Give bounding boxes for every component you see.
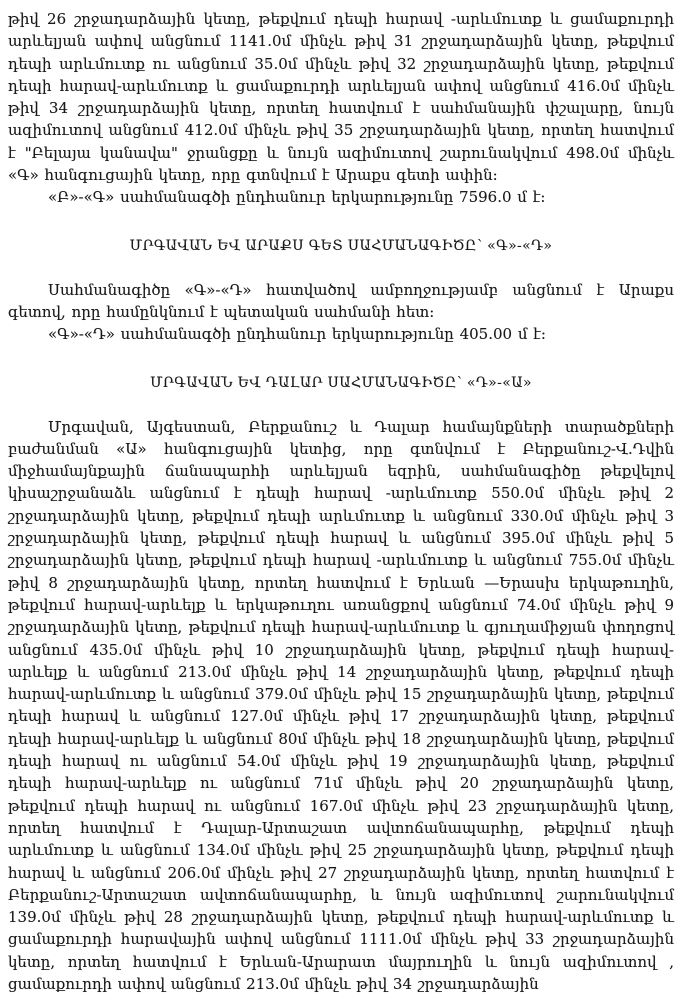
heading-mrgavan-dalar-boundary: ՄՐԳԱՎԱՆ ԵՎ ԴԱԼԱՐ ՍԱՀՄԱՆԱԳԻԾԸ՝ «Դ»-«Ա» (150, 374, 532, 391)
heading-mrgavan-araks-boundary: ՄՐԳԱՎԱՆ ԵՎ ԱՐԱՔՍ ԳԵՏ ՍԱՀՄԱՆԱԳԻԾԸ՝ «Գ»-«Դ» (129, 237, 553, 254)
paragraph-gd-section: Սահմանագիծը «Գ»-«Դ» հատվածով ամբողջությամբ անցնում է Արաքս գետով, որը համընկնում է պետական սահմանի հետ: (8, 280, 674, 321)
paragraph-da-section-continuation: Մրգավան, Այգեստան, Բերքանուշ և Դալար համայնքների տարածքների բաժանման «Ա» հանգուցային կետից, որը գտնվում է Բերքանուշ-Վ.Դվին միջհամայնքային ճանապարհի արևելյան եզրին, սահմանագիծը թեքվելով կիսաշրջանաձև անցնում է դեպի հարավ -արևմուտք 550.0մ մինչև թիվ 2 շրջադարձային կետը, թեքվում դեպի արևմուտք և անցնում 330.0մ մինչև թիվ 3 շրջադարձային կետը, թեքվում դեպի հարավ և անցնում 395.0մ մինչև թիվ 5 շրջադարձային կետը, թեքվում դեպի հարավ -արևմուտք և անցնում 755.0մ մինչև թիվ 8 շրջադարձային կետը, որտեղ հատվում է Երևան —Երասխ երկաթուղին, թեքվում հարավ-արևելք և երկաթուղու առանցքով անցնում 74.0մ մինչև թիվ 9 շրջադարձային կետը, թեքվում դեպի հարավ-արևմուտք և գյուղամիջյան փողոցով անցնում 435.0մ մինչև թիվ 10 շրջադարձային կետը, թեքվում դեպի հարավ-արևելք և անցնում 213.0մ մինչև թիվ 14 շրջադարձային կետը, թեքվում դեպի հարավ-արևմուտք և անցնում 379.0մ մինչև թիվ 15 շրջադարձային կետը, թեքվում դեպի հարավ և անցնում 127.0մ մինչև թիվ 17 շրջադարձային կետը, թեքվում դեպի հարավ-արևելք և անցնում 80մ մինչև թիվ 18 շրջադարձային կետը, թեքվում դեպի հարավ ու անցնում 54.0մ մինչև թիվ 19 շրջադարձային կետը, թեքվում դեպի հարավ-արևելք ու անցնում 71մ մինչև թիվ 20 շրջադարձային կետը, թեքվում դեպի հարավ ու անցնում 167.0մ մինչև թիվ 23 շրջադարձային կետը, որտեղ հատվում է Դալար-Արտաշատ ավտոճանապարհը, թեքվում դեպի արևմուտք և անցնում 134.0մ մինչև թիվ 25 շրջադարձային կետը, թեքվում դեպի հարավ և անցնում 206.0մ մինչև թիվ 27 շրջադարձային կետը, որտեղ հատվում է Բերքանուշ-Արտաշատ ավտոճանապարհը, և նույն ազիմուտով շարունակվում 139.0մ մինչև թիվ 28 շրջադարձային կետը, թեքվում դեպի հարավ-արևմուտք և ցամաքուրդի հարավային ափով անցնում 1111.0մ մինչև թիվ 33 շրջադարձային կետը, որտեղ հատվում է Երևան-Արարատ մայրուղին և նույն ազիմուտով , ցամաքուրդի ափով անցնում 213.0մ մինչև թիվ 34 շրջադարձային (8, 417, 674, 993)
paragraph-boundary-bg-continuation: թիվ 26 շրջադարձային կետը, թեքվում դեպի հարավ -արևմուտք և ցամաքուրդի արևելյան ափով անցնում 1141.0մ մինչև թիվ 31 շրջադարձային կետը, թեքվում դեպի արևմուտք ու անցնում 35.0մ մինչև թիվ 32 շրջադարձային կետը, թեքվում դեպի հարավ-արևմուտք և ցամաքուրդի արևելյան ափով անցնում 416.0մ մինչև թիվ 34 շրջադարձային կետը, որտեղ հատվում է սահմանային փշալարը, նույն ազիմուտով անցնում 412.0մ մինչև թիվ 35 շրջադարձային կետը, որտեղ հատվում է "Բելայա կանավա" ջրանցքը և նույն ազիմուտով շարունակվում 498.0մ մինչև «Գ» հանգուցային կետը, որը գտնվում է Արաքս գետի ափին: (8, 10, 674, 185)
paragraph-bg-total-length: «Բ»-«Գ» սահմանագծի ընդհանուր երկարությունը 7596.0 մ է: (48, 188, 546, 207)
paragraph-gd-total-length: «Գ»-«Դ» սահմանագծի ընդհանուր երկարությունը 405.00 մ է: (48, 325, 546, 344)
